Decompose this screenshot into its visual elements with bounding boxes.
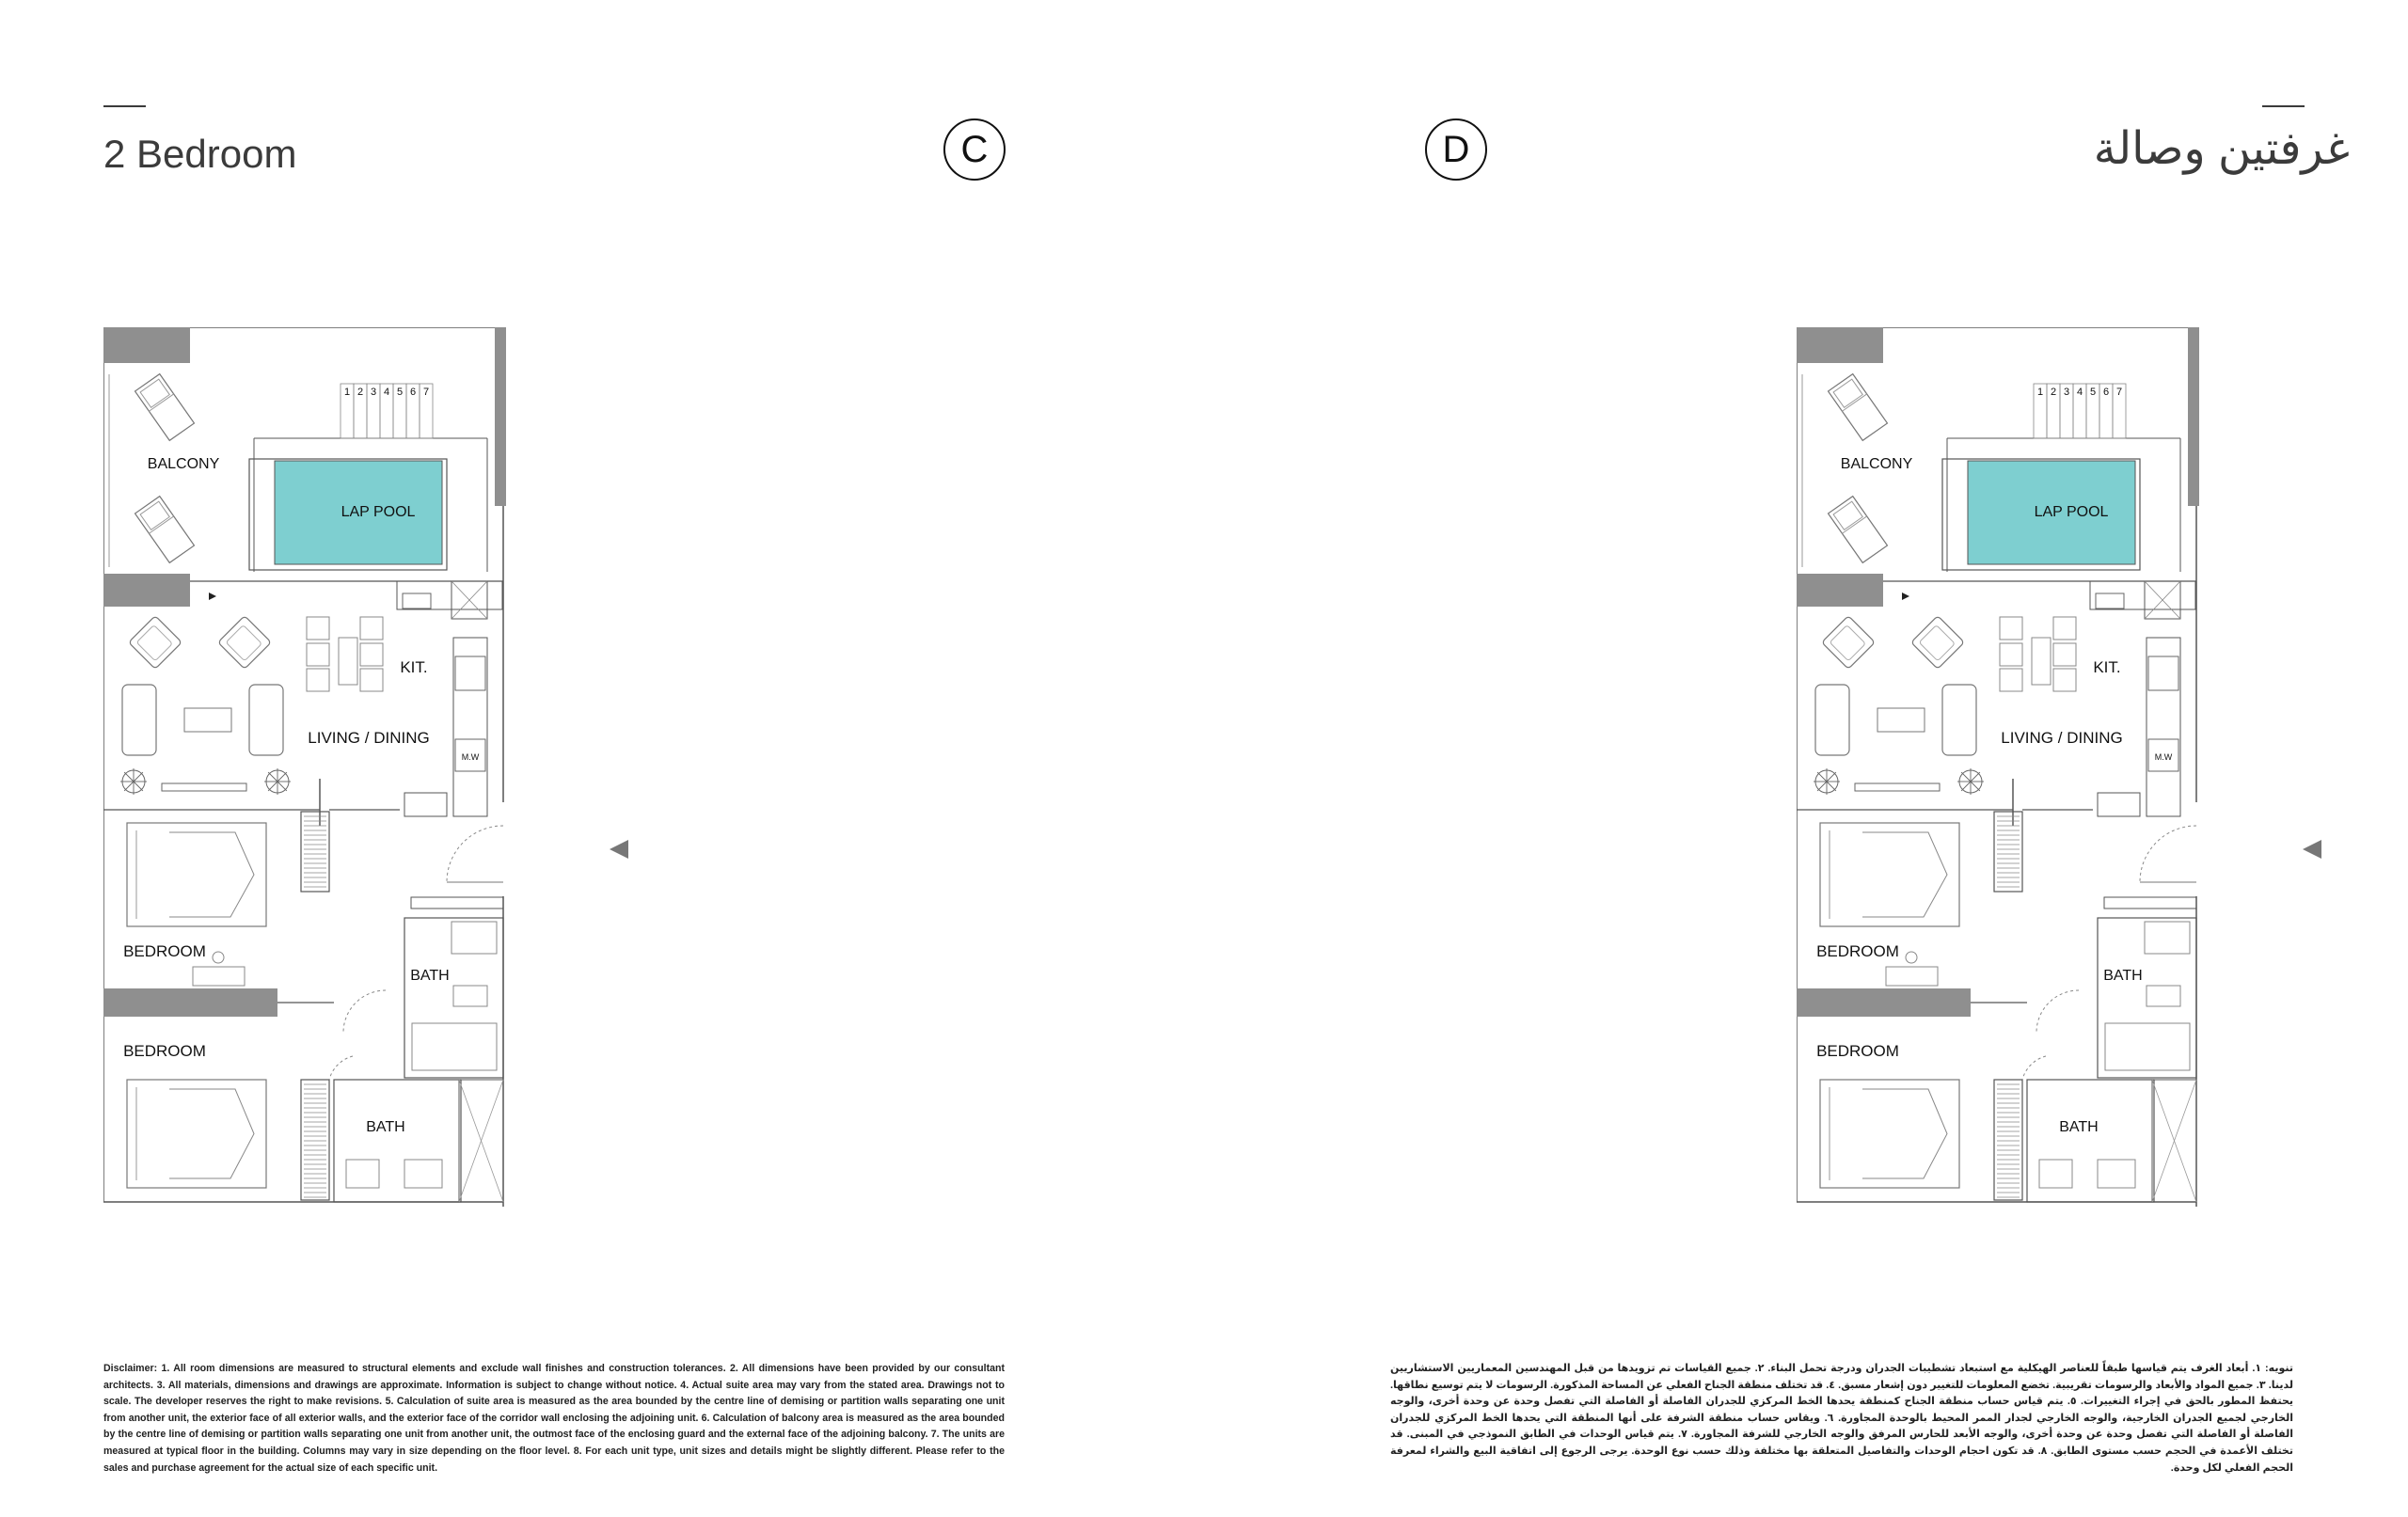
dining-chair-icon	[2053, 669, 2076, 691]
dining-chair-icon	[2053, 643, 2076, 666]
coffee-table-icon	[1877, 708, 1925, 732]
balcony-label: BALCONY	[147, 456, 220, 472]
bath-2-door-swing	[329, 1056, 353, 1080]
dining-chair-icon	[360, 669, 383, 691]
step-number: 6	[409, 387, 417, 398]
step-number: 5	[396, 387, 404, 398]
bath-2-label: BATH	[366, 1119, 405, 1135]
lounge-chair-icon	[1829, 374, 1888, 441]
kitchen-counter-top	[397, 581, 502, 609]
step-number: 4	[2076, 387, 2083, 398]
armchair-icon	[1911, 616, 1965, 670]
coffee-table-icon	[184, 708, 231, 732]
step-number: 2	[2050, 387, 2057, 398]
bed-icon	[1820, 823, 1959, 926]
dining-table-icon	[2032, 638, 2051, 685]
entrance-door-swing	[447, 826, 503, 882]
bedroom-2-label: BEDROOM	[1816, 1042, 1899, 1060]
disclaimer-arabic: تنويه: ١. أبعاد الغرف يتم قياسها طبقاً للعناصر الهيكلية مع استبعاد تشطيبات الجدران ودرجة تحمل البناء. ٢. جميع القياسات تم تزويدها من قبل المهندسين المعماريين الاستشاريين لدينا. ٣. جميع المواد والأبعاد والرسومات تقريبية. تخضع المعلومات للتغيير دون إشعار مسبق. ٤. قد تختلف منطقة الجناح الفعلي عن المساحة المذكورة. الرسومات لا يتم توسيع نطاقها. يحتفظ المطور بالحق في إجراء التغييرات. ٥. يتم قياس حساب منطقة الجناح كمنطقة يحدها الخط المركزي للجدران الفاصلة أو الفاصلة التي تفصل وحدة عن وحدة أخرى، والوجه الخارجي لجميع الجدران الخارجية، والوجه الخارجي لجدار الممر المحيط بالوحدة المجاورة. ٦. ويقاس حساب منطقة الشرفة على أنها المنطقة التي يحدها الخط المركزي للجدران الفاصلة أو الفاصلة التي تفصل وحدة عن وحدة أخرى، والوجه الأبعد للحارس المرفق والوجه الخارجي للشرفة المجاورة. ٧. يتم قياس الوحدات في الطابق النموذجي في المبنى. قد تختلف الأعمدة في الحجم حسب مستوى الطابق. ٨. قد تكون احجام الوحدات والتفاصيل المتعلقة بها مختلفة وذلك حسب نوع الوحدة. يرجى الرجوع إلى اتفاقية البيع والشراء لمعرفة الحجم الفعلي لكل وحدة.	[1390, 1363, 2294, 1474]
left-title-rule	[103, 105, 146, 107]
column-top-left	[1797, 327, 1883, 363]
bed-icon	[127, 823, 266, 926]
bath-1-shower-icon	[2105, 1023, 2190, 1070]
dining-chair-icon	[360, 617, 383, 640]
dining-chair-icon	[2000, 643, 2022, 666]
lounge-chair-icon	[1829, 497, 1888, 563]
kitchen-label: KIT.	[2093, 658, 2121, 676]
bath-2-toilet-icon	[2039, 1160, 2072, 1188]
unit-entrance-arrow-icon	[610, 840, 628, 859]
bath-2-toilet-icon	[346, 1160, 379, 1188]
plant-icon	[120, 768, 147, 795]
bedroom-2-label: BEDROOM	[123, 1042, 206, 1060]
kitchen-sink-icon	[2096, 593, 2124, 608]
dining-chair-icon	[307, 643, 329, 666]
cooktop-icon	[455, 656, 485, 690]
kitchen-counter-side	[2147, 638, 2180, 816]
stool-icon	[213, 952, 224, 963]
cooktop-icon	[2148, 656, 2178, 690]
bath-1-toilet-icon	[453, 986, 487, 1006]
pool-steps	[2034, 384, 2126, 438]
entry-cabinet	[2098, 793, 2140, 816]
floor-plan-unit-c	[103, 327, 649, 1207]
unit-entrance-arrow-icon	[2303, 840, 2321, 859]
bath-1-door-swing	[343, 990, 386, 1033]
bath-1-shaft	[411, 897, 503, 909]
kitchen-label: KIT.	[400, 658, 428, 676]
column-mid-left	[1797, 574, 1883, 607]
dining-chair-icon	[2053, 617, 2076, 640]
armchair-icon	[129, 616, 182, 670]
desk-icon	[193, 967, 245, 986]
column-bedroom-partition	[103, 988, 277, 1017]
wardrobe-bedroom-2	[1994, 1080, 2022, 1200]
armchair-icon	[1822, 616, 1876, 670]
kitchen-counter-side	[453, 638, 487, 816]
bath-2-basin-icon	[2098, 1160, 2135, 1188]
step-number: 1	[343, 387, 351, 398]
bath-2-door-swing	[2022, 1056, 2046, 1080]
living-dining-label: LIVING / DINING	[308, 729, 430, 747]
bedroom-1-label: BEDROOM	[1816, 942, 1899, 960]
entry-marker-icon	[1902, 593, 1909, 600]
bath-2-basin-icon	[404, 1160, 442, 1188]
disclaimer-english: Disclaimer: 1. All room dimensions are measured to structural elements and exclude wall finishes and construction tolerances. 2. All dimensions have been provided by our consultant architects. 3. All materials, dimensions and drawings are approximate. Information is subject to change without notice. 4. Actual suite area may vary from the stated area. Drawings not to scale. The developer reserves the right to make revisions. 5. Calculation of suite area is measured as the area bounded by the centre line of demising or partition walls separating one unit from another unit, the exterior face of all exterior walls, and the exterior face of the corridor wall enclosing the adjoining unit. 6. Calculation of balcony area is measured as the area bounded by the centre line of demising or partition walls separating one unit from another unit, the outmost face of the enclosing guard and the external face of the adjoining balcony. 7. The units are measured at typical floor in the building. Columns may vary in size depending on the floor level. 8. For each unit type, unit sizes and details might be slightly different. Please refer to the sales and purchase agreement for the actual size of each specific unit.	[103, 1363, 1005, 1474]
dining-table-icon	[339, 638, 357, 685]
microwave-label: M.W	[2154, 752, 2173, 762]
page-title-ar: غرفتين وصالة	[2093, 124, 2350, 174]
column-bedroom-partition	[1797, 988, 1971, 1017]
living-dining-label: LIVING / DINING	[2001, 729, 2123, 747]
column-top-left	[103, 327, 190, 363]
page-title-en: 2 Bedroom	[103, 132, 297, 176]
kitchen-sink-icon	[403, 593, 431, 608]
bedroom-1-label: BEDROOM	[123, 942, 206, 960]
sofa-icon	[1942, 685, 1976, 755]
dining-chair-icon	[307, 669, 329, 691]
bed-icon	[127, 1080, 266, 1188]
column-top-right	[2188, 327, 2199, 506]
tv-unit-icon	[162, 783, 246, 791]
unit-d-badge: D	[1425, 119, 1487, 181]
entrance-door-swing	[2140, 826, 2196, 882]
dining-chair-icon	[2000, 617, 2022, 640]
sofa-icon	[249, 685, 283, 755]
plant-icon	[264, 768, 291, 795]
column-top-right	[495, 327, 506, 506]
stool-icon	[1906, 952, 1917, 963]
lounge-chair-icon	[135, 497, 195, 563]
dining-chair-icon	[2000, 669, 2022, 691]
sofa-icon	[1815, 685, 1849, 755]
step-number: 1	[2036, 387, 2044, 398]
bath-1-shower-icon	[412, 1023, 497, 1070]
entry-cabinet	[404, 793, 447, 816]
bath-1-basin-icon	[452, 922, 497, 954]
kitchen-counter-top	[2090, 581, 2195, 609]
floor-plan-unit-d	[1797, 327, 2342, 1207]
pool-steps	[341, 384, 433, 438]
step-number: 4	[383, 387, 390, 398]
step-number: 3	[2063, 387, 2070, 398]
desk-icon	[1886, 967, 1938, 986]
bath-1-shaft	[2104, 897, 2196, 909]
column-mid-left	[103, 574, 190, 607]
step-number: 2	[356, 387, 364, 398]
wardrobe-bedroom-1	[1994, 812, 2022, 892]
tv-unit-icon	[1855, 783, 1940, 791]
armchair-icon	[218, 616, 272, 670]
step-number: 3	[370, 387, 377, 398]
right-title-rule	[2262, 105, 2305, 107]
pool-label: LAP POOL	[2034, 504, 2109, 520]
unit-c-badge: C	[943, 119, 1006, 181]
step-number: 6	[2102, 387, 2110, 398]
pool-label: LAP POOL	[341, 504, 416, 520]
lounge-chair-icon	[135, 374, 195, 441]
step-number: 7	[2115, 387, 2123, 398]
step-number: 7	[422, 387, 430, 398]
bath-1-label: BATH	[410, 968, 450, 984]
dining-chair-icon	[360, 643, 383, 666]
bath-1-label: BATH	[2103, 968, 2143, 984]
step-number: 5	[2089, 387, 2097, 398]
wardrobe-bedroom-1	[301, 812, 329, 892]
plant-icon	[1814, 768, 1840, 795]
bed-icon	[1820, 1080, 1959, 1188]
bath-1-basin-icon	[2145, 922, 2190, 954]
wardrobe-bedroom-2	[301, 1080, 329, 1200]
sofa-icon	[122, 685, 156, 755]
entry-marker-icon	[209, 593, 216, 600]
plant-icon	[1957, 768, 1984, 795]
bath-1-door-swing	[2036, 990, 2079, 1033]
bath-1-toilet-icon	[2147, 986, 2180, 1006]
dining-chair-icon	[307, 617, 329, 640]
microwave-label: M.W	[461, 752, 480, 762]
balcony-label: BALCONY	[1840, 456, 1913, 472]
bath-2-label: BATH	[2059, 1119, 2099, 1135]
